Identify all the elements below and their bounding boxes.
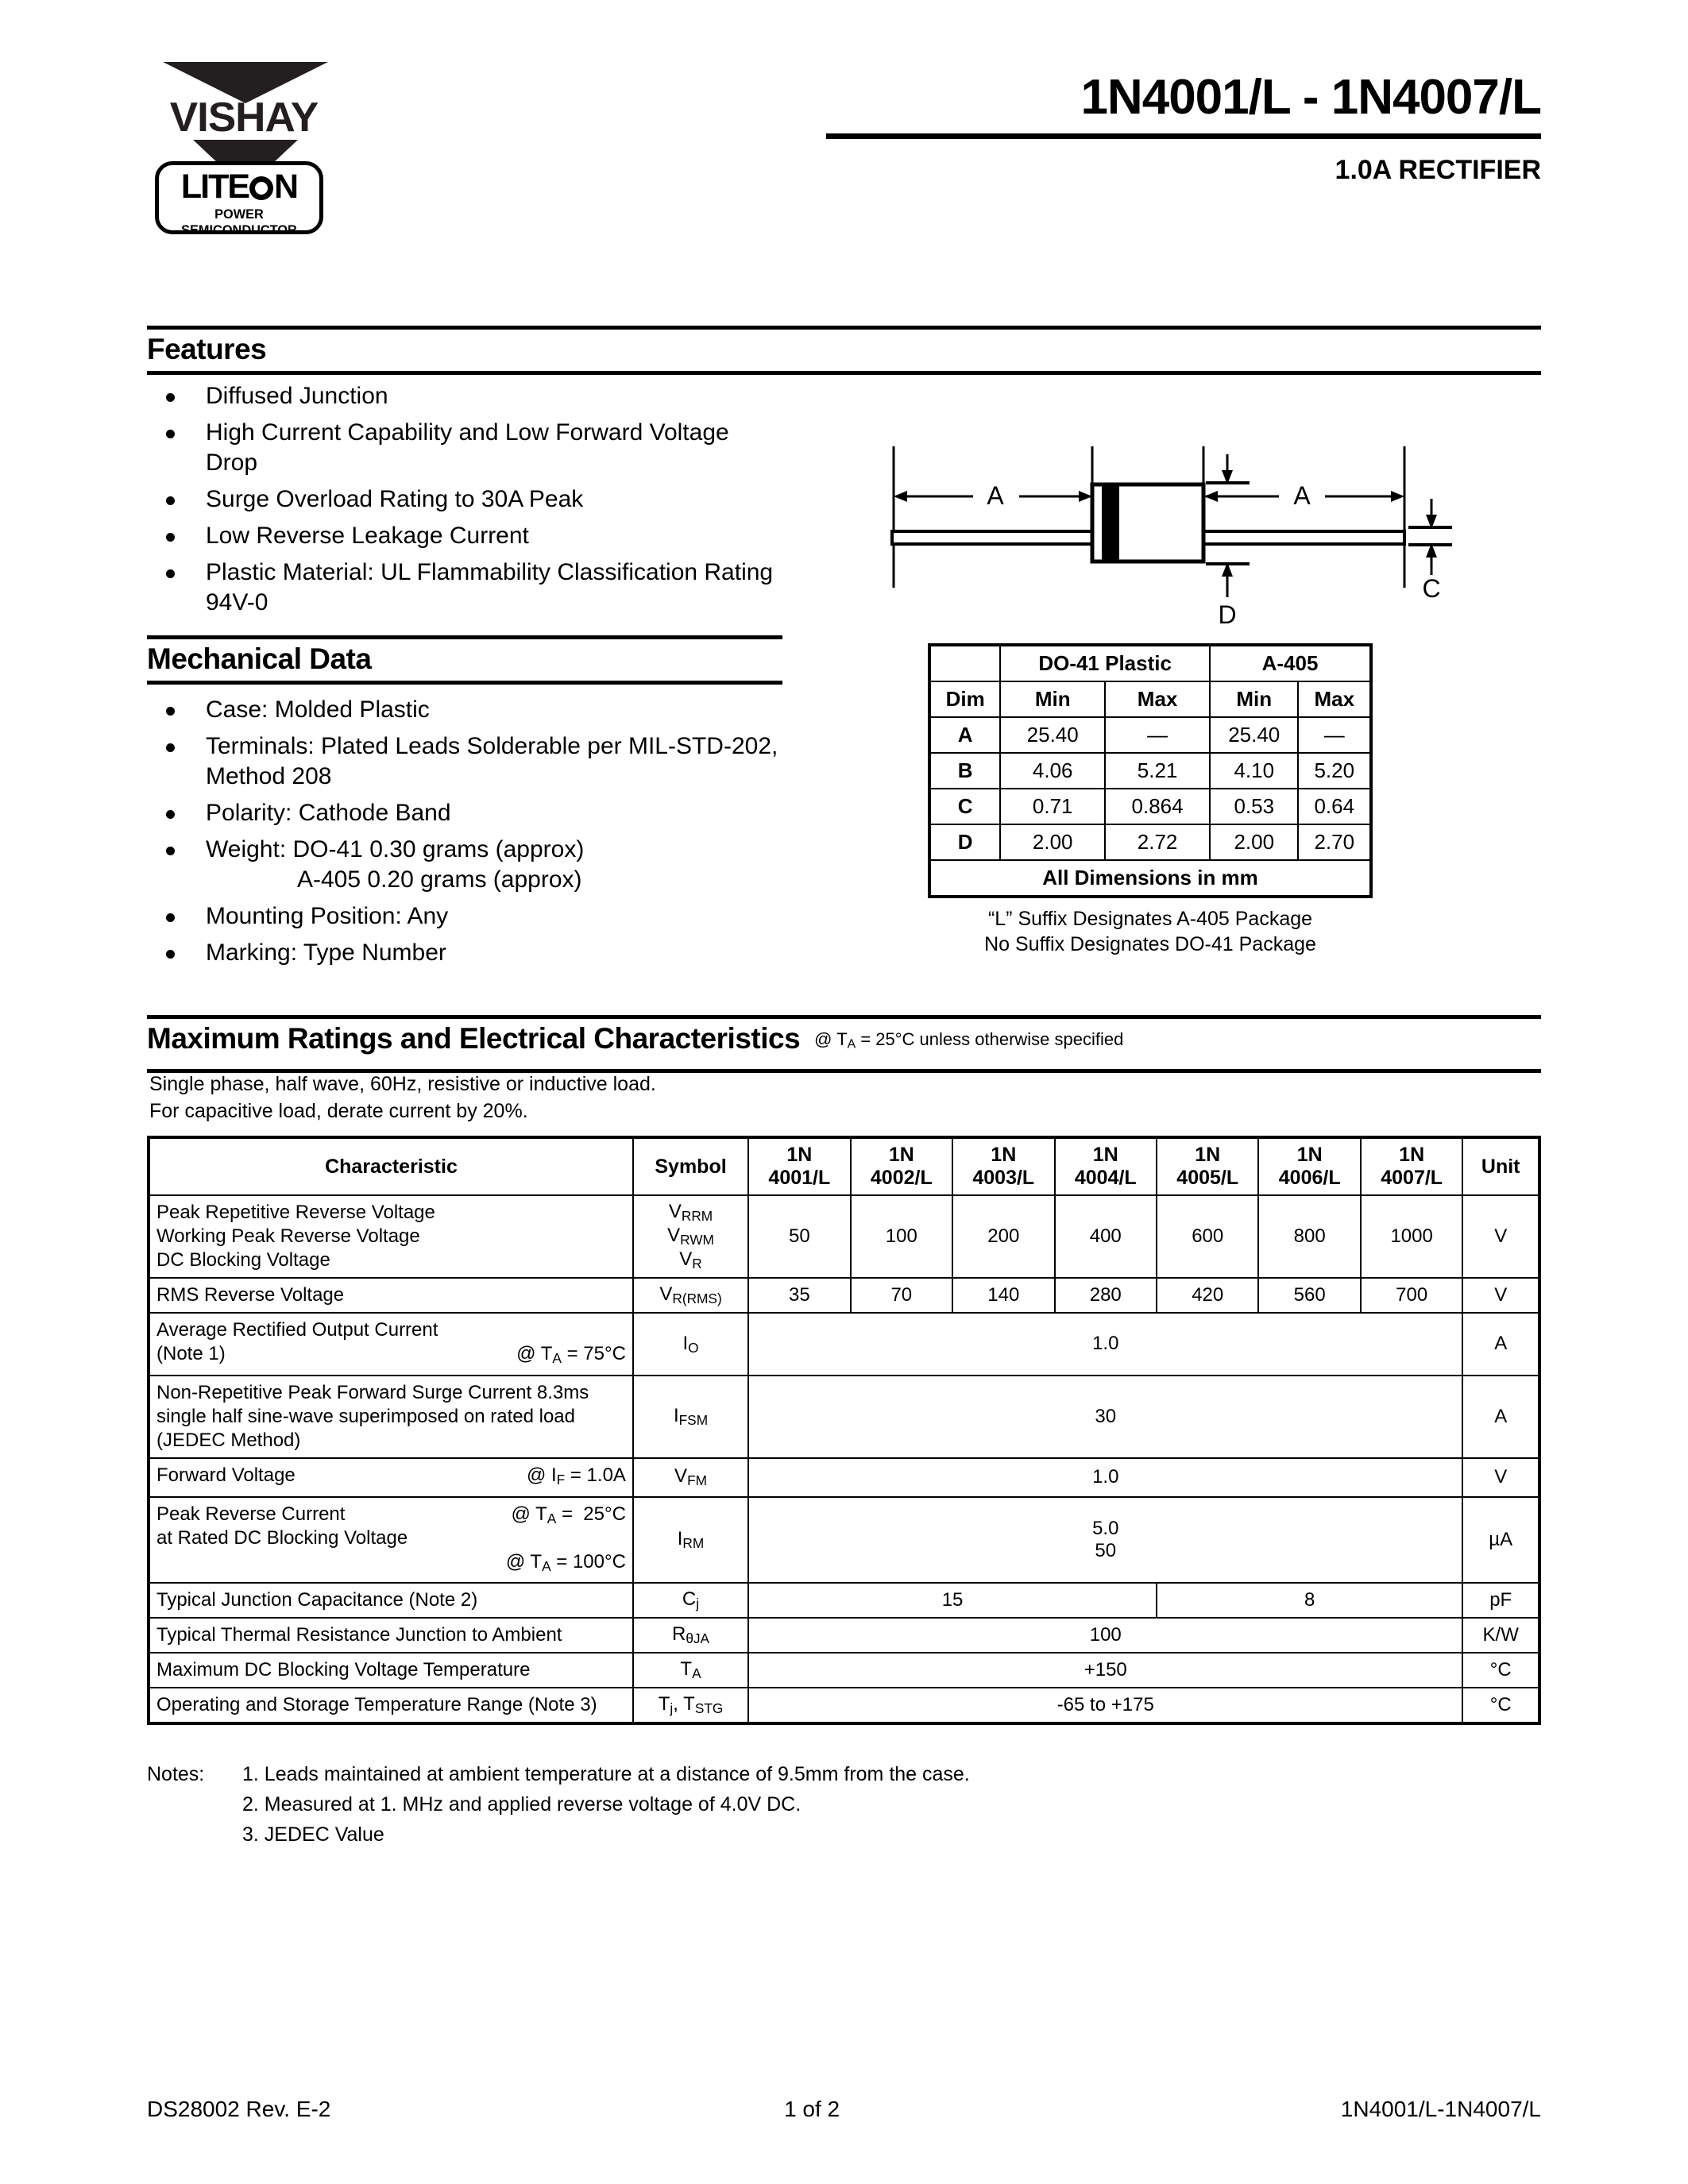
page-title: 1N4001/L - 1N4007/L — [1080, 70, 1541, 125]
part-suffix: 4007/L — [1381, 1167, 1443, 1189]
page-subtitle: 1.0A RECTIFIER — [1335, 155, 1541, 185]
row-symbol: $I_{RM}$ — [633, 1497, 748, 1584]
features-heading-block — [147, 326, 1541, 375]
liteon-tagline: POWER SEMICONDUCTOR — [181, 206, 297, 237]
table-row — [149, 1688, 1539, 1723]
list-item: Mounting Position: Any — [156, 901, 792, 932]
char-line-with-condition — [156, 1342, 626, 1366]
row-unit: V — [1462, 1278, 1539, 1313]
liteon-logo — [155, 161, 323, 237]
row-value-split-1: 15 — [748, 1583, 1157, 1618]
features-list — [156, 381, 784, 624]
footer-page-number: 1 of 2 — [784, 2097, 840, 2121]
col-part-4005 — [1157, 1137, 1258, 1195]
dim-cell: 5.21 — [1105, 753, 1210, 789]
dim-col-min2: Min — [1210, 681, 1298, 717]
row-value: 560 — [1258, 1278, 1360, 1313]
table-row — [149, 1583, 1539, 1618]
row-unit: V — [1462, 1195, 1539, 1278]
list-item: Terminals: Plated Leads Solderable per MIL-STD-202, Method 208 — [156, 731, 792, 792]
table-row — [929, 645, 1371, 681]
char-line: at Rated DC Blocking Voltage — [156, 1526, 408, 1549]
list-item: Polarity: Cathode Band — [156, 798, 792, 828]
part-suffix: 4004/L — [1074, 1167, 1137, 1189]
row-unit: pF — [1462, 1583, 1539, 1618]
col-part-4001 — [748, 1137, 850, 1195]
part-prefix: 1N — [786, 1144, 813, 1166]
list-item: Plastic Material: UL Flammability Classification Rating 94V-0 — [156, 558, 784, 618]
suffix-note — [928, 906, 1373, 957]
page-footer — [147, 2097, 1541, 2122]
svg-text:C: C — [1422, 574, 1441, 603]
row-condition: @ $I_F = 1.0A$ — [526, 1464, 626, 1488]
note-item: 3. JEDEC Value — [242, 1823, 384, 1846]
liteon-text-part1: LITE — [180, 168, 249, 206]
row-value-span: 1.0 — [748, 1313, 1462, 1376]
table-row — [929, 860, 1371, 897]
table-row — [149, 1195, 1539, 1278]
dim-cell: 0.53 — [1210, 789, 1298, 824]
char-line: DC Blocking Voltage — [156, 1249, 330, 1271]
mechanical-heading: Mechanical Data — [147, 642, 372, 675]
row-symbol: $T_A$ — [633, 1653, 748, 1688]
part-prefix: 1N — [1296, 1144, 1323, 1166]
ratings-preamble — [149, 1071, 656, 1125]
svg-text:A: A — [987, 481, 1004, 510]
package-outline-drawing — [866, 397, 1501, 629]
list-item: Case: Molded Plastic — [156, 695, 792, 725]
dim-cell: B — [929, 753, 1000, 789]
col-unit: Unit — [1462, 1137, 1539, 1195]
row-characteristic — [149, 1313, 633, 1376]
row-symbol: $T_j$, $T_{STG}$ — [633, 1688, 748, 1723]
table-row — [929, 717, 1371, 753]
table-row — [149, 1313, 1539, 1376]
char-line: (JEDEC Method) — [156, 1429, 301, 1451]
table-row — [149, 1497, 1539, 1584]
dimension-table-wrapper — [928, 643, 1373, 957]
row-symbol: $I_O$ — [633, 1313, 748, 1376]
col-part-4002 — [851, 1137, 952, 1195]
row-characteristic: Operating and Storage Temperature Range (Note 3) — [149, 1688, 633, 1723]
row-condition: @ $T_A = 75^\circ C$ — [516, 1343, 626, 1366]
char-line: Working Peak Reverse Voltage — [156, 1225, 420, 1247]
ratings-table — [147, 1136, 1541, 1725]
row-characteristic: Typical Thermal Resistance Junction to Ambient — [149, 1618, 633, 1653]
dimension-table — [928, 643, 1373, 898]
row-condition: @ $T_A = 100^\circ C$ — [505, 1550, 626, 1574]
dim-cell: 2.72 — [1105, 824, 1210, 860]
row-symbol: $I_{FSM}$ — [633, 1376, 748, 1458]
notes-list — [147, 1759, 1259, 1850]
row-value: 700 — [1361, 1278, 1462, 1313]
dim-cell: 2.00 — [1210, 824, 1298, 860]
col-part-4006 — [1258, 1137, 1360, 1195]
char-line: Peak Reverse Current — [156, 1503, 346, 1525]
ratings-heading: Maximum Ratings and Electrical Characteristics — [147, 1022, 801, 1055]
table-row — [929, 753, 1371, 789]
row-value-span — [748, 1497, 1462, 1584]
part-suffix: 4002/L — [870, 1167, 933, 1189]
char-line: Peak Repetitive Reverse Voltage — [156, 1202, 435, 1223]
title-area — [747, 70, 1541, 186]
row-value: 35 — [748, 1278, 850, 1313]
col-part-4007 — [1361, 1137, 1462, 1195]
row-value-span: -65 to +175 — [748, 1688, 1462, 1723]
dim-col-max1: Max — [1105, 681, 1210, 717]
row-symbol: $V_{FM}$ — [633, 1458, 748, 1497]
table-row — [149, 1278, 1539, 1313]
row-condition: @ $T_A = 25^\circ C$ — [511, 1503, 626, 1526]
row-value-span: 1.0 — [748, 1458, 1462, 1497]
table-header-row — [149, 1137, 1539, 1195]
row-value-span: 30 — [748, 1376, 1462, 1458]
dim-group-a405: A-405 — [1210, 645, 1371, 681]
weight-line-1: Weight: DO-41 0.30 grams (approx) — [206, 836, 585, 862]
dim-col-max2: Max — [1298, 681, 1371, 717]
dim-cell: 4.06 — [1000, 753, 1105, 789]
row-value-span: 100 — [748, 1618, 1462, 1653]
row-unit: V — [1462, 1458, 1539, 1497]
footer-part-range: 1N4001/L-1N4007/L — [1340, 2097, 1541, 2121]
table-row — [149, 1376, 1539, 1458]
page-header — [147, 56, 1541, 286]
list-item: High Current Capability and Low Forward Voltage Drop — [156, 418, 784, 478]
dim-cell: — — [1105, 717, 1210, 753]
row-value-span: +150 — [748, 1653, 1462, 1688]
row-value: 100 — [851, 1195, 952, 1278]
dim-cell: 5.20 — [1298, 753, 1371, 789]
list-item: Marking: Type Number — [156, 938, 792, 968]
dim-cell: A — [929, 717, 1000, 753]
liteon-o-icon — [249, 176, 273, 200]
dim-cell: 2.00 — [1000, 824, 1105, 860]
col-symbol: Symbol — [633, 1137, 748, 1195]
col-part-4004 — [1055, 1137, 1157, 1195]
row-value: 420 — [1157, 1278, 1258, 1313]
dim-cell: D — [929, 824, 1000, 860]
char-line: (Note 1) — [156, 1343, 226, 1364]
mechanical-rule-bottom — [147, 681, 782, 685]
liteon-text-part2: N — [274, 168, 298, 206]
row-symbol: $V_{R(RMS)}$ — [633, 1278, 748, 1313]
mechanical-heading-block — [147, 635, 782, 685]
table-row — [149, 1458, 1539, 1497]
dim-cell: 0.71 — [1000, 789, 1105, 824]
row-value: 280 — [1055, 1278, 1157, 1313]
mechanical-list — [156, 695, 792, 974]
table-row — [149, 1653, 1539, 1688]
weight-line-2: A-405 0.20 grams (approx) — [297, 866, 582, 893]
ratings-heading-block — [147, 1015, 1541, 1073]
symbol-line: $V_R$ — [679, 1248, 702, 1271]
title-divider — [826, 133, 1541, 139]
char-line: Average Rectified Output Current — [156, 1319, 438, 1341]
table-row — [929, 824, 1371, 860]
col-characteristic: Characteristic — [149, 1137, 633, 1195]
svg-text:D: D — [1218, 600, 1237, 629]
row-value: 400 — [1055, 1195, 1157, 1278]
dim-cell: 4.10 — [1210, 753, 1298, 789]
note-item: 2. Measured at 1. MHz and applied reverse voltage of 4.0V DC. — [242, 1793, 802, 1815]
row-value: 600 — [1157, 1195, 1258, 1278]
dim-cell: 25.40 — [1210, 717, 1298, 753]
row-unit: A — [1462, 1376, 1539, 1458]
features-heading: Features — [147, 333, 267, 365]
row-symbol: $R_{\theta JA}$ — [633, 1618, 748, 1653]
row-characteristic — [149, 1458, 633, 1497]
row-value-split-2: 8 — [1157, 1583, 1462, 1618]
liteon-wordmark — [159, 168, 319, 205]
dim-group-blank — [929, 645, 1000, 681]
part-suffix: 4005/L — [1176, 1167, 1239, 1189]
char-line: Non-Repetitive Peak Forward Surge Current 8.3ms — [156, 1381, 589, 1403]
part-prefix: 1N — [1092, 1144, 1118, 1166]
dim-cell: 0.864 — [1105, 789, 1210, 824]
list-item-weight — [156, 835, 792, 895]
part-prefix: 1N — [991, 1144, 1017, 1166]
col-part-4003 — [952, 1137, 1054, 1195]
char-line: Forward Voltage — [156, 1464, 295, 1486]
suffix-note-line-2: No Suffix Designates DO-41 Package — [984, 933, 1316, 955]
row-unit: K/W — [1462, 1618, 1539, 1653]
row-value: 1000 — [1361, 1195, 1462, 1278]
part-prefix: 1N — [1195, 1144, 1221, 1166]
table-row — [929, 789, 1371, 824]
dim-cell: — — [1298, 717, 1371, 753]
dim-cell: 25.40 — [1000, 717, 1105, 753]
row-unit: A — [1462, 1313, 1539, 1376]
row-value: 70 — [851, 1278, 952, 1313]
logo-block — [147, 56, 353, 286]
row-value: 200 — [952, 1195, 1054, 1278]
symbol-line: $V_{RWM}$ — [667, 1225, 714, 1248]
features-rule-bottom — [147, 371, 1541, 375]
notes-label: Notes: — [147, 1763, 205, 1785]
svg-text:A: A — [1293, 481, 1311, 510]
row-unit: µA — [1462, 1497, 1539, 1584]
table-row — [149, 1618, 1539, 1653]
list-item: Diffused Junction — [156, 381, 784, 411]
row-characteristic — [149, 1376, 633, 1458]
row-symbol: $C_j$ — [633, 1583, 748, 1618]
row-characteristic: Typical Junction Capacitance (Note 2) — [149, 1583, 633, 1618]
ratings-table-wrapper — [147, 1136, 1541, 1725]
row-value: 140 — [952, 1278, 1054, 1313]
part-suffix: 4003/L — [972, 1167, 1035, 1189]
dim-group-do41: DO-41 Plastic — [1000, 645, 1210, 681]
dim-col-dim: Dim — [929, 681, 1000, 717]
part-suffix: 4001/L — [768, 1167, 831, 1189]
symbol-line: $V_{RRM}$ — [668, 1201, 713, 1225]
char-line: single half sine-wave superimposed on rated load — [156, 1405, 575, 1427]
package-diagram-svg — [866, 397, 1501, 629]
suffix-note-line-1: “L” Suffix Designates A-405 Package — [987, 908, 1313, 930]
dim-cell: 2.70 — [1298, 824, 1371, 860]
table-row — [929, 681, 1371, 717]
list-item: Surge Overload Rating to 30A Peak — [156, 484, 784, 515]
row-value: 800 — [1258, 1195, 1360, 1278]
row-unit: °C — [1462, 1653, 1539, 1688]
note-item: 1. Leads maintained at ambient temperature at a distance of 9.5mm from the case. — [242, 1763, 970, 1785]
char-line-with-condition — [156, 1503, 626, 1526]
row-characteristic — [149, 1195, 633, 1278]
footer-doc-id: DS28002 Rev. E-2 — [147, 2097, 331, 2121]
part-suffix: 4006/L — [1278, 1167, 1341, 1189]
part-prefix: 1N — [1399, 1144, 1425, 1166]
row-characteristic: Maximum DC Blocking Voltage Temperature — [149, 1653, 633, 1688]
row-symbol — [633, 1195, 748, 1278]
preamble-line-2: For capacitive load, derate current by 20%. — [149, 1100, 528, 1122]
value-line: 5.0 — [1092, 1517, 1119, 1539]
dim-cell: C — [929, 789, 1000, 824]
row-unit: °C — [1462, 1688, 1539, 1723]
preamble-line-1: Single phase, half wave, 60Hz, resistive or inductive load. — [149, 1073, 656, 1095]
row-characteristic: RMS Reverse Voltage — [149, 1278, 633, 1313]
ratings-heading-row — [147, 1019, 1541, 1069]
value-line: 50 — [1095, 1539, 1117, 1561]
ratings-heading-note: @ $T_A = 25^\circ C$ unless otherwise specified — [814, 1029, 1124, 1051]
list-item: Low Reverse Leakage Current — [156, 521, 784, 551]
part-prefix: 1N — [888, 1144, 914, 1166]
row-characteristic — [149, 1497, 633, 1584]
notes-block — [147, 1759, 1259, 1850]
dim-table-footer: All Dimensions in mm — [929, 860, 1371, 897]
dim-col-min1: Min — [1000, 681, 1105, 717]
row-value: 50 — [748, 1195, 850, 1278]
dim-cell: 0.64 — [1298, 789, 1371, 824]
vishay-wordmark: VISHAY — [169, 95, 319, 141]
